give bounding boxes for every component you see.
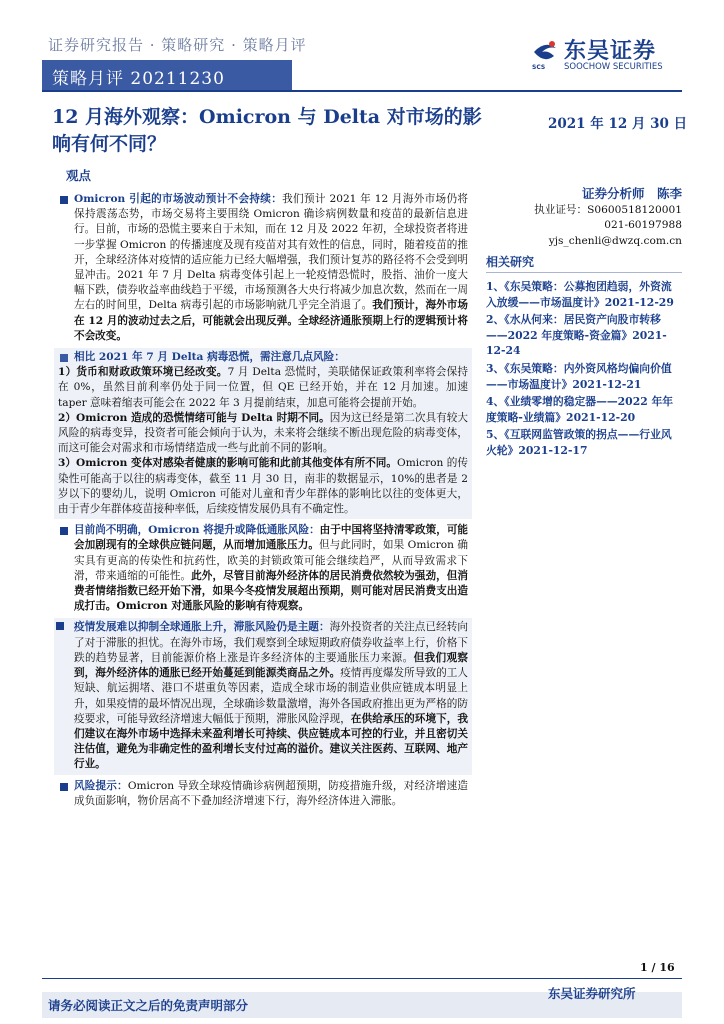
section-3: [58, 523, 468, 614]
report-date: 2021 年 12 月 30 日: [548, 116, 688, 132]
section-2-point-3-lead: 3）Omicron 变体对感染者健康的影响可能和此前其他变体有所不同。: [58, 457, 398, 470]
section-1-body: 我们预计 2021 年 12 月海外市场仍将保持震荡态势，市场交易将主要围绕 Omicron 确诊病例数量和疫苗的最新信息进行。目前，市场的恐慌主要来自于未知，而在 12 月及 2022 年初，全球投资者将进一步掌握 Omicron 的传播速度及现有疫苗对其有效性的信息，同时，随着疫苗的推开，全球经济体对疫情的适应能力已经大幅增强，我们预计复苏的路径将不会受到明显冲击。2021 年 7 月 Delta 病毒变体引起上一轮疫情恐慌时，股指、油价一度大幅下跌，债券收益率曲线趋于平缓，市场预测各大央行将减少加息次数，然而在一周左右的时间里，Delta 病毒引起的市场影响就几乎完全消退了。: [74, 193, 468, 312]
related-item-2[interactable]: 2、《水从何来：居民资产向股市转移——2022 年度策略-资金篇》2021-12-24: [486, 313, 667, 358]
related-item-5[interactable]: 5、《互联网监管政策的拐点——行业风火轮》2021-12-17: [486, 428, 672, 457]
section-3-lead: 目前尚不明确，Omicron 将提升或降低通胀风险：: [74, 524, 320, 537]
analyst-name: 证券分析师 陈李: [581, 186, 682, 201]
section-2-lead: 相比 2021 年 7 月 Delta 病毒恐慌，需注意几点风险：: [74, 351, 345, 364]
sidebar: [486, 186, 682, 461]
report-type-label: 策略月评 20211230: [52, 69, 225, 89]
section-4: [54, 618, 472, 774]
header-categories: 证券研究报告 · 策略研究 · 策略月评: [48, 36, 307, 54]
related-item-1[interactable]: 1、《东吴策略：公募抱团趋弱，外资流入放缓——市场温度计》2021-12-29: [486, 280, 674, 309]
main-body: [58, 192, 468, 813]
page-number: 1 / 16: [640, 961, 675, 974]
footer-institute: 东吴证券研究所: [548, 986, 636, 1001]
section-4-highlight-2: 在供给承压的环境下，我们建议在海外市场中选择未来盈利增长可持续、供应链成本可控的行业，并且密切关注估值，避免为非确定性的盈利增长支付过高的溢价。建议关注医药、互联网、地产行业。: [74, 712, 469, 771]
logo-en: SOOCHOW SECURITIES: [564, 62, 663, 72]
section-2-point-3-body: Omicron 的传染性可能高于以往的病毒变体，截至 11 月 30 日，南非的数据显示，10%的患者是 2 岁以下的婴幼儿，说明 Omicron 可能对儿童和青少年群体的影响比以往的变体更大，由于青少年群体疫苗接种率低，后续疫情发展仍具有不确定性。: [58, 457, 468, 516]
section-2-point-2-body: 因为这已经是第二次具有较大风险的病毒变异，投资者可能会倾向于认为，未来将会继续不断出现危险的病毒变体，而这可能会对需求和市场情绪造成一些与此前不同的影响。: [58, 411, 468, 455]
section-2-lead-row: [58, 350, 468, 365]
section-2-point-1-body: 7 月 Delta 恐慌时，美联储保证政策利率将会保持在 0%，虽然目前利率仍处于同一位置，但 QE 已经开始，并在 12 月加速。加速 taper 意味着缩表可能会在 2022 年 3 月提前结束，加息可能将会提前开始。: [58, 366, 468, 409]
section-3-tail: 此外，尽管目前海外经济体的居民消费依然较为强劲，但消费者情绪指数已经开始下滑，如果今冬疫情发展超出预期，则可能对居民消费支出造成打击。Omicron 对通胀风险的影响有待观察。: [74, 569, 469, 613]
analyst-license: 执业证号：S0600518120001: [534, 204, 682, 217]
section-5: [58, 779, 468, 809]
report-type-band: [42, 60, 292, 90]
header-divider: [42, 90, 682, 92]
section-4-lead: 疫情发展难以抑制全球通胀上升，滞胀风险仍是主题：: [74, 621, 330, 634]
section-4-body-2: 疫情再度爆发所导致的工人短缺、航运拥堵、港口不堪重负等因素，造成全球市场的制造业供应链成本明显上升，如果疫情的最坏情况出现，全球确诊数量激增，海外各国政府推出更为严格的防疫要求，可能导致经济增速大幅低于预期，滞胀风险浮现，: [74, 667, 469, 725]
section-1-lead: Omicron 引起的市场波动预计不会持续：: [74, 193, 283, 205]
related-research-title: 相关研究: [486, 255, 682, 273]
logo-cn: 东吴证券: [564, 39, 657, 64]
section-5-body: Omicron 导致全球疫情确诊病例超预期，防疫措施升级，对经济增速造成负面影响，物价居高不下叠加经济增速下行，海外经济体进入滞胀。: [74, 779, 469, 807]
section-3-body: 但与此同时，如果 Omicron 确实具有更高的传染性和抗药性，欧美的封锁政策可能会继续趋严，从而导致需求下滑，带来通缩的可能性。: [74, 539, 468, 582]
section-2: [54, 348, 472, 519]
section-1-conclusion: 我们预计，海外市场在 12 月的波动过去之后，可能就会出现反弹。全球经济通胀预期上行的逻辑预计将不会改变。: [74, 299, 468, 342]
analyst-email[interactable]: yjs_chenli@dwzq.com.cn: [548, 234, 682, 247]
section-2-point-3: [58, 456, 468, 517]
section-2-point-1-lead: 1）货币和财政政策环境已经改变。: [58, 366, 228, 379]
soochow-logo: [530, 36, 680, 76]
section-5-lead: 风险提示：: [74, 779, 128, 792]
section-2-point-1: [58, 365, 468, 411]
logo-mark-text: SCS: [532, 64, 546, 71]
section-4-body-1: 海外投资者的关注点已经转向了对于滞胀的担忧。在海外市场，我们观察到全球短期政府债券收益率上行，价格下跌的趋势显著，目前能源价格上涨是许多经济体的主要通胀压力来源。: [74, 621, 469, 664]
section-3-lead-2: 由于中国将坚持清零政策，可能会加剧现有的全球供应链问题，从而增加通胀压力。: [74, 524, 469, 552]
section-1: [58, 192, 468, 344]
section-4-highlight-1: 但我们观察到，海外经济体的通胀已经开始蔓延到能源类商品之外。: [74, 651, 469, 680]
footer-disclaimer[interactable]: 请务必阅读正文之后的免责声明部分: [48, 998, 249, 1013]
related-item-4[interactable]: 4、《业绩零增的稳定器——2022 年年度策略-业绩篇》2021-12-20: [486, 395, 674, 424]
footer-divider: [42, 978, 682, 979]
related-item-3[interactable]: 3、《东吴策略：内外资风格均偏向价值——市场温度计》2021-12-21: [486, 361, 672, 391]
analyst-phone: 021-60197988: [604, 219, 682, 232]
report-title: 12 月海外观察：Omicron 与 Delta 对市场的影响有何不同？: [52, 106, 482, 155]
section-2-point-2: [58, 411, 468, 457]
section-2-point-2-lead: 2）Omicron 造成的恐慌情绪可能与 Delta 时期不同。: [58, 411, 330, 424]
views-heading: 观点: [66, 168, 92, 183]
